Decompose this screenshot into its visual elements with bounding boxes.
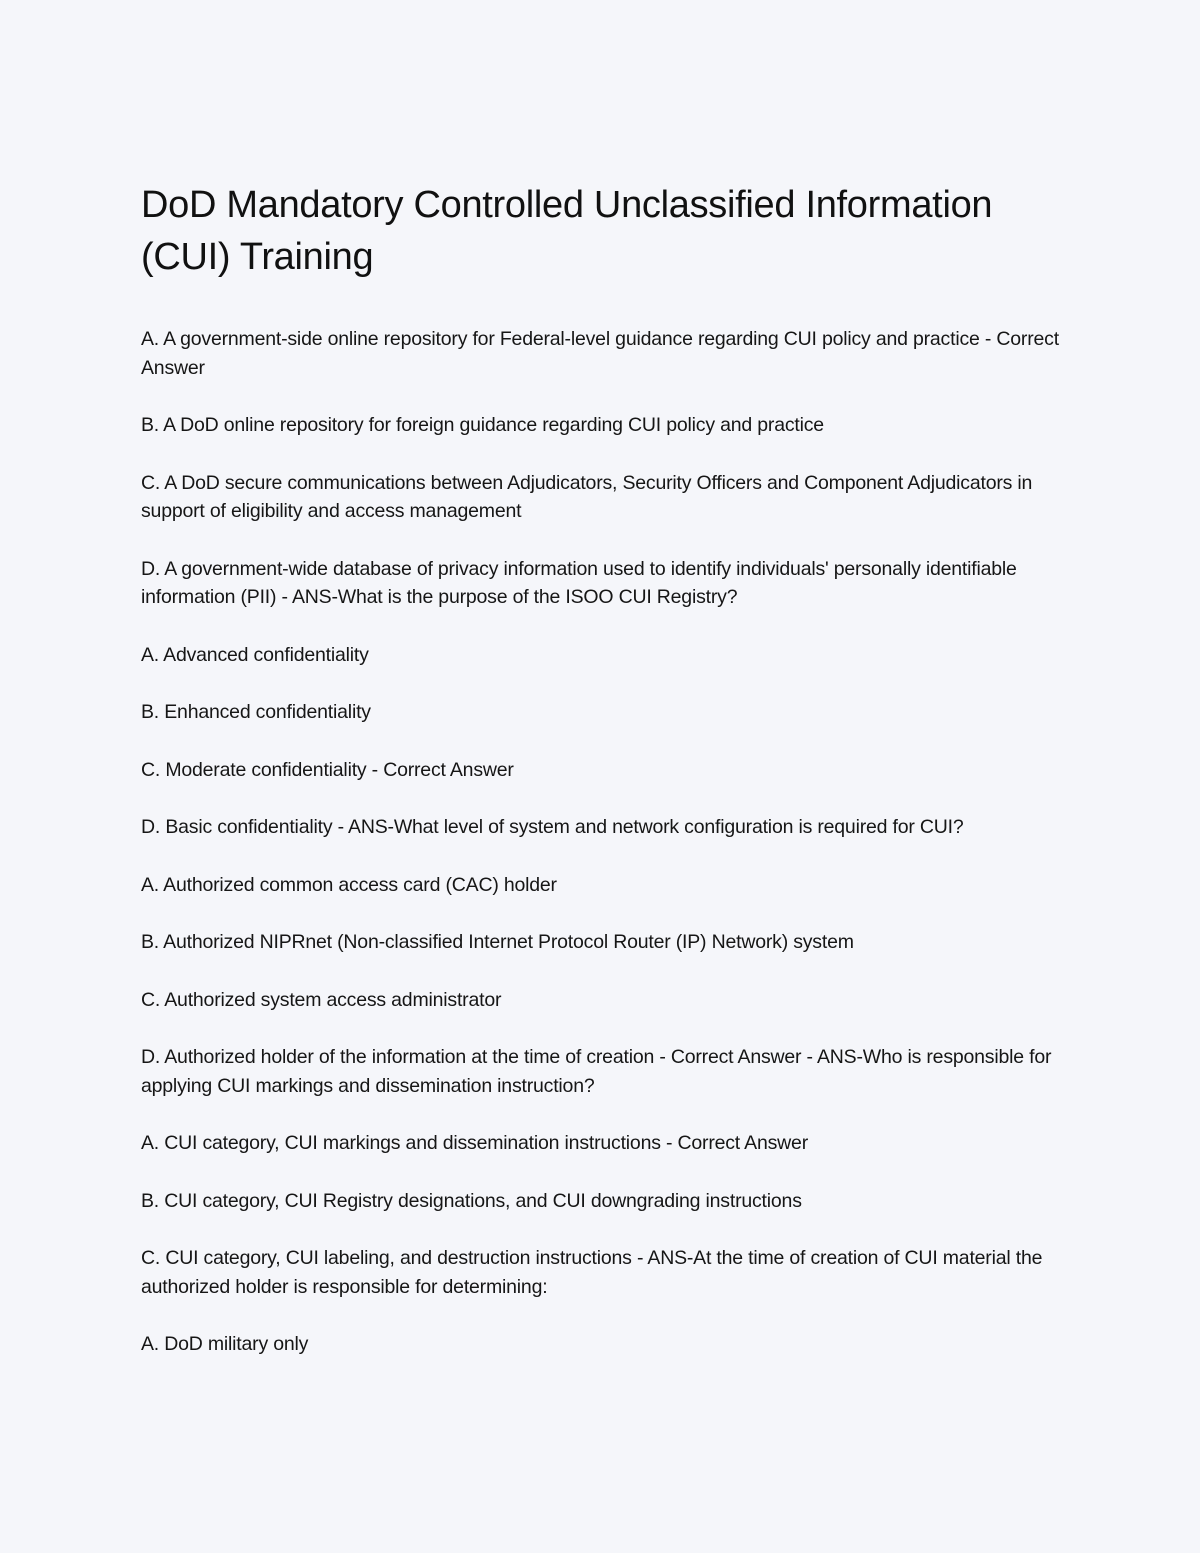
answer-option: C. Authorized system access administrator — [141, 988, 502, 1011]
answer-option: B. Enhanced confidentiality — [141, 701, 371, 723]
answer-option: B. CUI category, CUI Registry designations, and CUI downgrading instructions — [141, 1189, 802, 1212]
answer-option: A. DoD military only — [141, 1333, 309, 1355]
answer-option: A. CUI category, CUI markings and dissemination instructions - Correct Answer — [141, 1132, 808, 1154]
answer-option: A. Advanced confidentiality — [141, 643, 369, 666]
answer-option: C. A DoD secure communications between Adjudicators, Security Officers and Component Adjudicators in support of eligibility and access management — [141, 471, 1033, 522]
document-body — [141, 325, 1061, 1359]
answer-option: A. Authorized common access card (CAC) holder — [141, 873, 557, 896]
answer-option: C. Moderate confidentiality - Correct Answer — [141, 758, 514, 781]
answer-option-with-question: D. Authorized holder of the information at the time of creation - Correct Answer - ANS-Who is responsible for applying CUI markings and dissemination instruction? — [141, 1046, 1052, 1097]
answer-option-with-question: D. Basic confidentiality - ANS-What level of system and network configuration is required for CUI? — [141, 816, 964, 838]
document-title: DoD Mandatory Controlled Unclassified Information (CUI) Training — [141, 184, 993, 278]
answer-option-with-question: C. CUI category, CUI labeling, and destruction instructions - ANS-At the time of creation of CUI material the authorized holder is responsible for determining: — [141, 1247, 1043, 1298]
answer-option: B. Authorized NIPRnet (Non-classified Internet Protocol Router (IP) Network) system — [141, 931, 854, 953]
document-content — [141, 179, 1061, 1388]
answer-option: B. A DoD online repository for foreign guidance regarding CUI policy and practice — [141, 414, 824, 436]
answer-option: A. A government-side online repository for Federal-level guidance regarding CUI policy and practice - Correct Answer — [141, 328, 1059, 379]
answer-option-with-question: D. A government-wide database of privacy information used to identify individuals' personally identifiable information (PII) - ANS-What is the purpose of the ISOO CUI Registry? — [141, 557, 1017, 608]
